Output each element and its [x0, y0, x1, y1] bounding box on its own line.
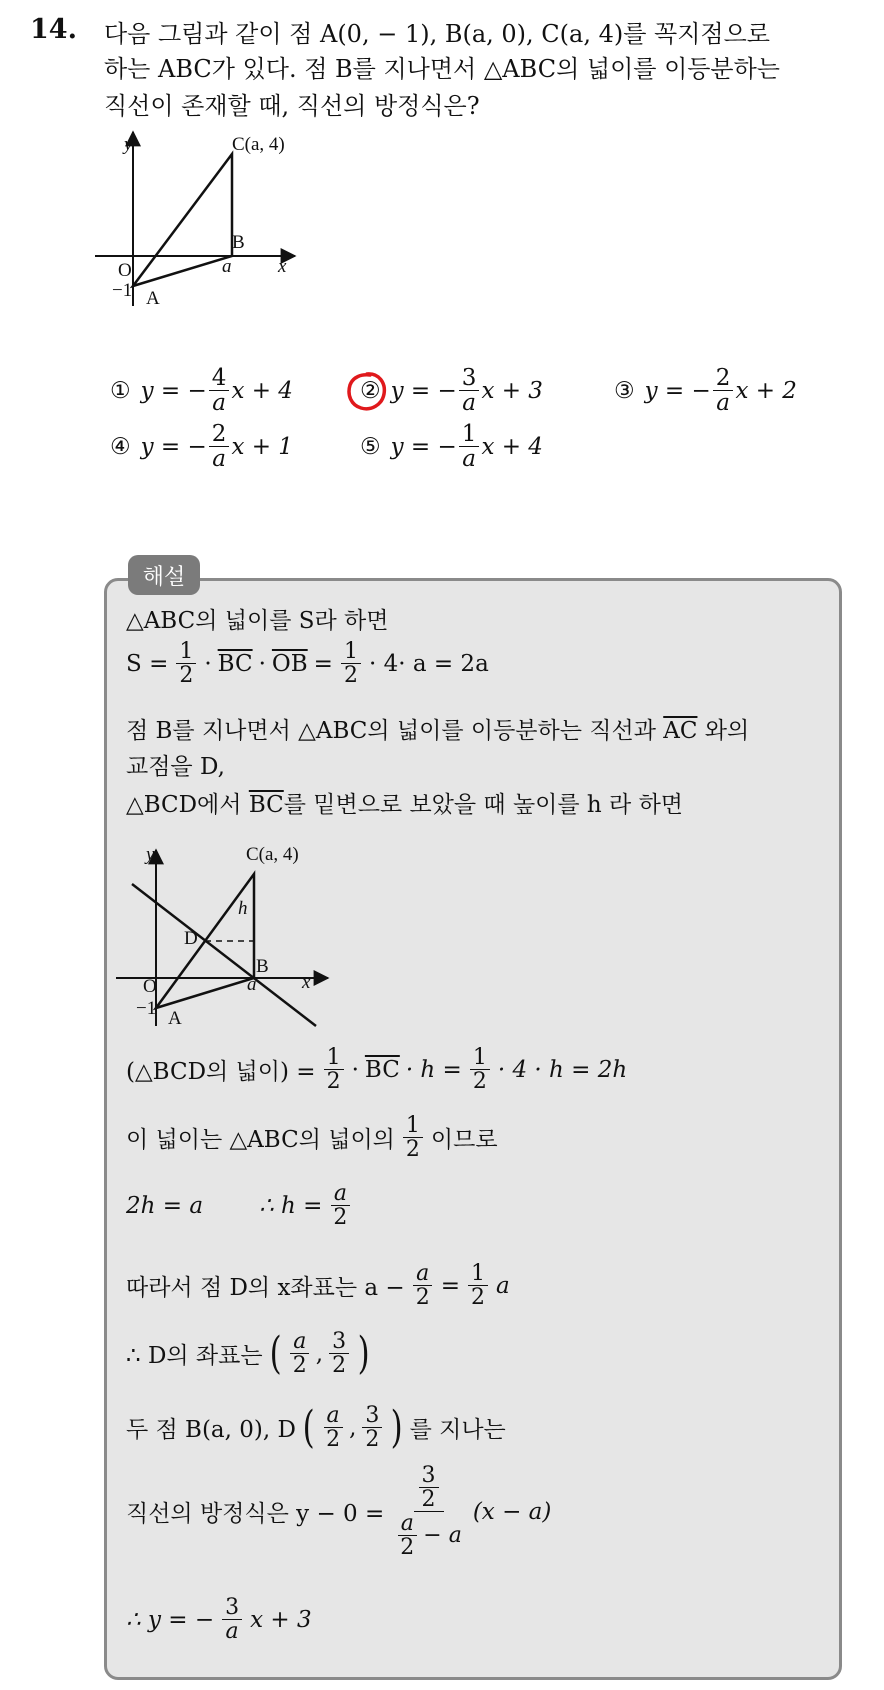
solution-line-8: 2h = a ∴ h = $\frac{a}{2}$ [126, 1182, 352, 1229]
fig2-a-label: a [247, 974, 257, 995]
choice-number: ③ [614, 377, 635, 404]
triangle-abc [133, 154, 232, 286]
choice-3[interactable]: ③ y = − $\frac{2}{a}$ x + 2 [614, 365, 797, 417]
fig2-origin-label: O [143, 976, 157, 997]
fig2-d-label: D [184, 928, 198, 949]
question-number: 14. [30, 14, 77, 45]
solution-line-1: △ABC의 넓이를 S라 하면 [126, 608, 389, 634]
choice-5[interactable]: ⑤ y = − $\frac{1}{a}$ x + 4 [360, 421, 543, 473]
choice-1[interactable]: ① y = − $\frac{4}{a}$ x + 4 [110, 365, 293, 417]
fig2-x-label: x [302, 972, 311, 993]
solution-line-6: (△BCD의 넓이) = $\frac{1}{2}$ · $\overline{BC}$ · h = $\frac{1}{2}$ · 4 · h = 2h [126, 1045, 628, 1095]
fig2-h-label: h [238, 898, 248, 919]
solution-line-4: 교점을 D, [126, 754, 225, 780]
fig1-c-label: C(a, 4) [232, 134, 285, 155]
solution-line-10: ∴ D의 좌표는 ( $\frac{a}{2}$ , $\frac{3}{2}$ ) [126, 1327, 370, 1379]
solution-tab: 해설 [128, 555, 200, 595]
answer-circle-mark [344, 369, 390, 415]
choice-number: ② [360, 377, 381, 404]
question-line-2: 하는 ABC가 있다. 점 B를 지나면서 △ABC의 넓이를 이등분하는 [104, 55, 780, 83]
solution-line-2: S = $\frac{1}{2}$ · $\overline{BC}$ · $\overline{OB}$ = $\frac{1}{2}$ · 4· a = 2a [126, 639, 489, 689]
fig1-b-label: B [232, 232, 245, 253]
fig2-a-point-label: A [168, 1008, 182, 1029]
fig1-a-label: a [222, 256, 232, 277]
choice-number: ① [110, 377, 131, 404]
choice-2[interactable]: ② y = − $\frac{3}{a}$ x + 3 [360, 365, 543, 417]
fig1-x-label: x [278, 256, 287, 277]
fig1-y-label: y [124, 134, 133, 155]
solution-line-13: ∴ y = − $\frac{3}{a}$ x + 3 [126, 1595, 312, 1645]
fig2-neg-one-label: −1 [136, 998, 157, 1019]
fig1-a-point-label: A [146, 288, 160, 309]
solution-line-12: 직선의 방정식은 y − 0 = $\frac{3}{2}$ $\frac{a}{2}$ − a (x − a) [126, 1463, 552, 1561]
solution-line-5: △BCD에서 $\overline{BC}$를 밑변으로 보았을 때 높이를 h 라 하면 [126, 792, 684, 818]
fig2-b-label: B [256, 956, 269, 977]
question-line-3: 직선이 존재할 때, 직선의 방정식은? [104, 92, 480, 120]
choice-number: ⑤ [360, 433, 381, 460]
solution-line-11: 두 점 B(a, 0), D ( $\frac{a}{2}$ , $\frac{3}{2}$ ) 를 지나는 [126, 1401, 506, 1453]
fig1-origin-label: O [118, 260, 132, 281]
fig2-y-label: y [146, 844, 155, 865]
fig1-neg-one-label: −1 [112, 280, 133, 301]
choice-4[interactable]: ④ y = − $\frac{2}{a}$ x + 1 [110, 421, 293, 473]
solution-line-7: 이 넓이는 △ABC의 넓이의 $\frac{1}{2}$ 이므로 [126, 1113, 498, 1163]
solution-line-9: 따라서 점 D의 x좌표는 a − $\frac{a}{2}$ = $\frac{1}{2}$ a [126, 1261, 510, 1311]
fig2-c-label: C(a, 4) [246, 844, 299, 865]
choice-number: ④ [110, 433, 131, 460]
question-line-1: 다음 그림과 같이 점 A(0, − 1), B(a, 0), C(a, 4)를 꼭지점으로 [104, 20, 770, 48]
solution-line-3: 점 B를 지나면서 △ABC의 넓이를 이등분하는 직선과 $\overline{AC}$ 와의 [126, 718, 750, 744]
